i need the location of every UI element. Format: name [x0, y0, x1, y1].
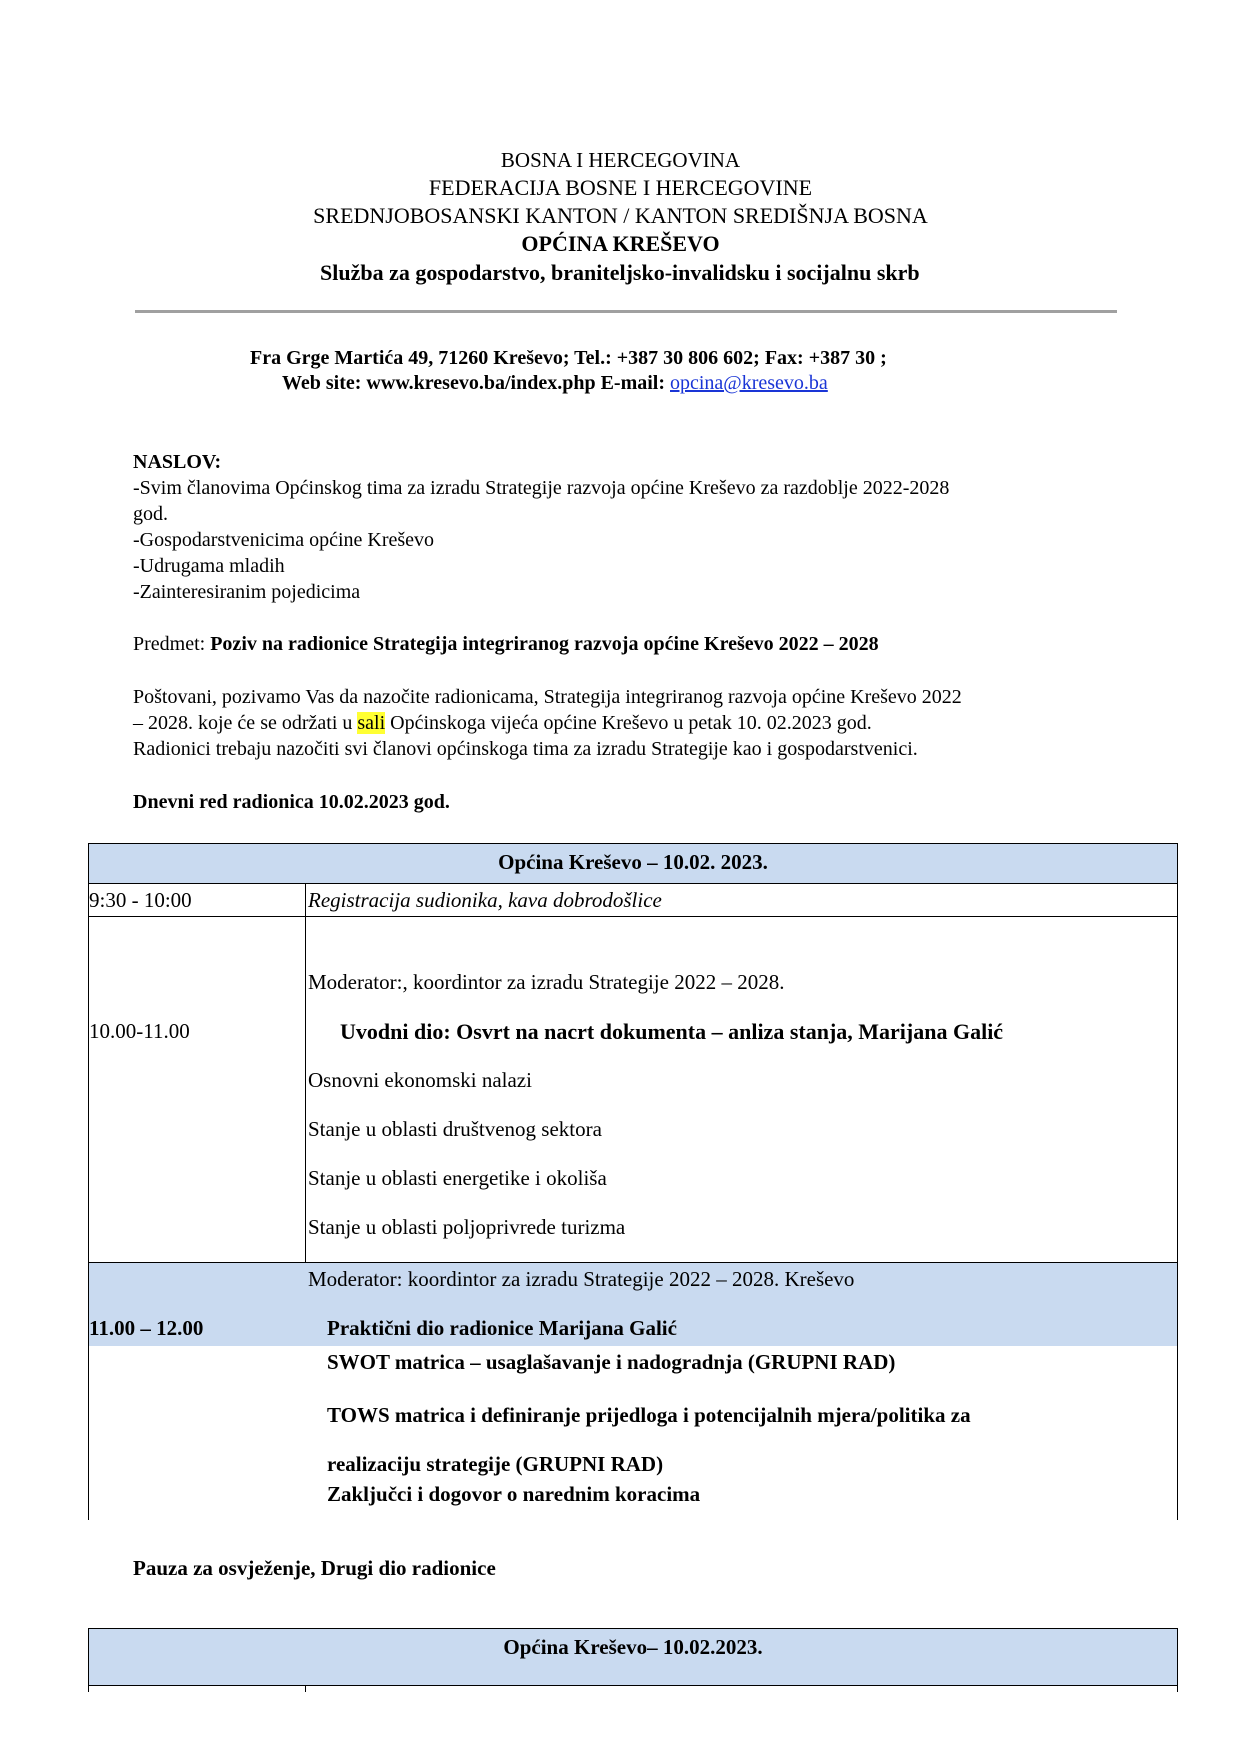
highlighted-word: sali	[357, 712, 386, 734]
recipient-line: -Gospodarstvenicima općine Kreševo	[133, 529, 435, 551]
row2-intro: Uvodni dio: Osvrt na nacrt dokumenta – anliza stanja, Marijana Galić	[340, 1019, 1004, 1044]
subject-text: Poziv na radionice Strategija integriranog razvoja općine Kreševo 2022 – 2028	[210, 633, 879, 655]
row3-moderator: Moderator: koordintor za izradu Strategije 2022 – 2028. Kreševo	[308, 1267, 855, 1291]
table-border	[88, 1262, 1178, 1263]
row3-item: Zaključci i dogovor o narednim koracima	[327, 1482, 701, 1506]
header-divider	[135, 310, 1117, 313]
row3-time: 11.00 – 12.00	[89, 1316, 204, 1340]
row3-item: realizaciju strategije (GRUPNI RAD)	[327, 1452, 664, 1476]
table-border	[88, 916, 1178, 917]
table-border	[1177, 1686, 1178, 1692]
recipient-line: -Zainteresiranim pojedicima	[133, 581, 361, 603]
table-border	[88, 883, 1178, 884]
table-border	[305, 1686, 306, 1692]
row2-item: Stanje u oblasti energetike i okoliša	[308, 1166, 607, 1190]
body-line-2-pre: – 2028. koje će se održati u	[133, 712, 358, 734]
pause-text: Pauza za osvježenje, Drugi dio radionice	[133, 1556, 496, 1580]
contact-web-email	[282, 372, 828, 395]
row2-item: Osnovni ekonomski nalazi	[308, 1068, 532, 1092]
row1-time: 9:30 - 10:00	[89, 888, 192, 912]
table-border	[1177, 843, 1178, 1520]
recipients-title: NASLOV:	[133, 451, 222, 473]
table2-header-text: Općina Kreševo– 10.02.2023.	[503, 1635, 763, 1659]
row3-practical: Praktični dio radionice Marijana Galić	[327, 1316, 677, 1340]
subject	[133, 631, 879, 657]
row2-time: 10.00-11.00	[89, 1019, 190, 1043]
agenda-title: Dnevni red radionica 10.02.2023 god.	[133, 791, 450, 813]
body-line-3: Radionici trebaju nazočiti svi članovi općinskoga tima za izradu Strategije kao i gospodarstvenici.	[133, 738, 918, 760]
row3-item: SWOT matrica – usaglašavanje i nadogradnja (GRUPNI RAD)	[327, 1350, 896, 1374]
row2-moderator: Moderator:, koordintor za izradu Strategije 2022 – 2028.	[308, 970, 785, 994]
contact-web-label: Web site: www.kresevo.ba/index.php E-mail:	[282, 372, 665, 394]
header-country: BOSNA I HERCEGOVINA	[500, 148, 741, 172]
row2-item: Stanje u oblasti poljoprivrede turizma	[308, 1215, 626, 1239]
table-border	[88, 843, 89, 1520]
body-line-1: Poštovani, pozivamo Vas da nazočite radionicama, Strategija integriranog razvoja općine Kreševo 2022	[133, 686, 962, 708]
header-municipality: OPĆINA KREŠEVO	[521, 231, 720, 256]
row3-item: TOWS matrica i definiranje prijedloga i potencijalnih mjera/politika za	[327, 1403, 971, 1427]
table-border	[88, 843, 1178, 844]
recipient-line: -Udrugama mladih	[133, 555, 285, 577]
row1-text: Registracija sudionika, kava dobrodošlice	[308, 888, 662, 912]
row2-item: Stanje u oblasti društvenog sektora	[308, 1117, 602, 1141]
table1-header-b: 2023.	[720, 850, 768, 874]
table1-header	[0, 850, 1241, 875]
header-federation: FEDERACIJA BOSNE I HERCEGOVINE	[428, 175, 813, 200]
recipient-line: -Svim članovima Općinskog tima za izradu Strategije razvoja općine Kreševo za razdoblje 2022-2028	[133, 477, 950, 499]
header-canton: SREDNJOBOSANSKI KANTON / KANTON SREDIŠNJA BOSNA	[313, 203, 928, 228]
subject-label: Predmet:	[133, 633, 211, 655]
header-service: Služba za gospodarstvo, braniteljsko-invalidsku i socijalnu skrb	[320, 260, 920, 285]
recipient-line: god.	[133, 503, 168, 525]
table2-header	[88, 1628, 1178, 1686]
table1-header-a: Općina Kreševo – 10.02.	[498, 850, 721, 874]
table-border	[305, 883, 306, 1262]
body-line-2	[133, 710, 872, 736]
email-link[interactable]: opcina@kresevo.ba	[670, 372, 828, 394]
contact-address: Fra Grge Martića 49, 71260 Kreševo; Tel.: +387 30 806 602; Fax: +387 30 ;	[250, 347, 887, 369]
table-border	[88, 1686, 89, 1692]
body-line-2-post: Općinskoga vijeća općine Kreševo u petak 10. 02.2023 god.	[385, 712, 872, 734]
